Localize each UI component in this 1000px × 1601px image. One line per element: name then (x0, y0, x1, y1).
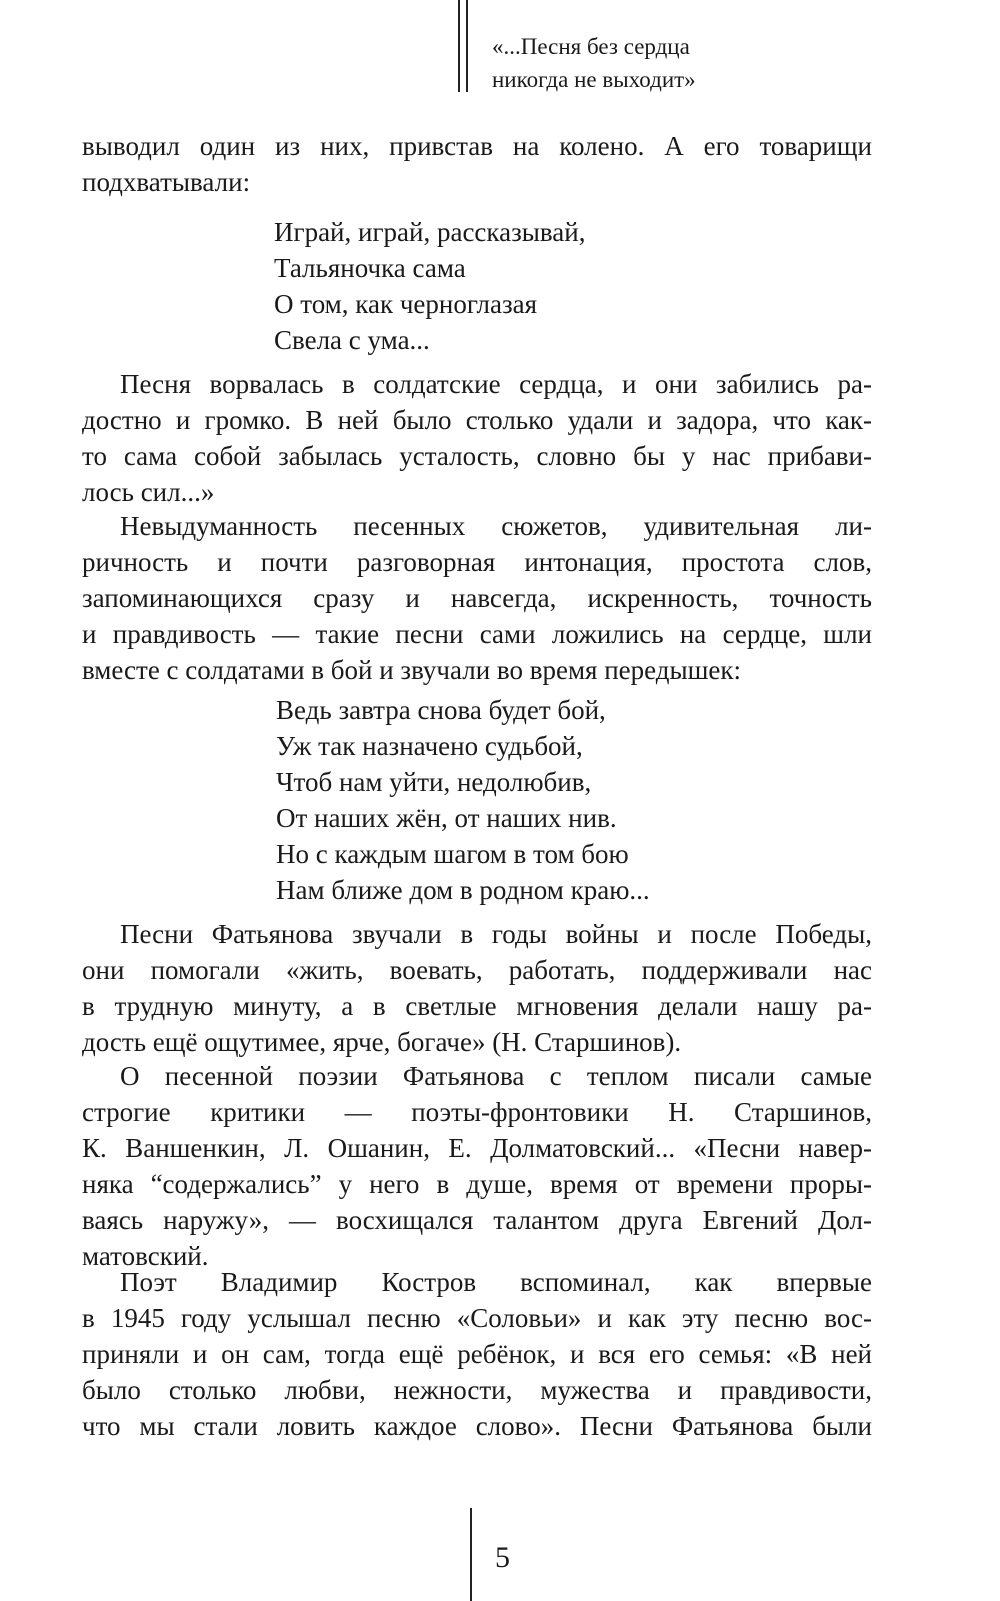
header-rule-left (458, 0, 460, 92)
text-line: запоминающихся сразу и навсегда, искренность, точность (82, 583, 872, 613)
text-line: что мы стали ловить каждое слово». Песни Фатьянова были (82, 1411, 872, 1441)
text-line: няка “содержались” у него в душе, время от времени проры- (82, 1169, 872, 1199)
header-rule-right (466, 0, 468, 92)
paragraph-5 (82, 1264, 872, 1444)
text-line: строгие критики — поэты-фронтовики Н. Старшинов, (82, 1097, 872, 1127)
verse-line: Уж так назначено судьбой, (276, 731, 583, 761)
text-line: лось сил...» (82, 477, 215, 507)
page-number: 5 (495, 1541, 510, 1574)
running-header-line-1: «...Песня без сердца (492, 34, 690, 59)
text-line: в 1945 году услышал песню «Соловьи» и как эту песню вос- (82, 1303, 872, 1333)
text-line: дость ещё ощутимее, ярче, богаче» (Н. Старшинов). (82, 1027, 682, 1057)
text-line: то сама собой забылась усталость, словно бы у нас прибави- (82, 441, 872, 471)
text-line: в трудную минуту, а в светлые мгновения делали нашу ра- (82, 991, 872, 1021)
verse-line: Нам ближе дом в родном краю... (276, 875, 650, 905)
verse-line: Но с каждым шагом в том бою (276, 839, 629, 869)
verse-line: От наших жён, от наших нив. (276, 803, 617, 833)
text-line: было столько любви, нежности, мужества и правдивости, (82, 1375, 872, 1405)
verse-line: Ведь завтра снова будет бой, (276, 695, 606, 725)
text-line: достно и громко. В ней было столько удали и задора, что как- (82, 405, 872, 435)
text-line: ваясь наружу», — восхищался талантом друга Евгений Дол- (82, 1205, 872, 1235)
text-line: вместе с солдатами в бой и звучали во время передышек: (82, 655, 742, 685)
paragraph-3 (82, 916, 872, 1060)
text-line: Поэт Владимир Костров вспоминал, как впервые (120, 1267, 872, 1297)
text-line: матовский. (82, 1241, 209, 1271)
verse-line: Тальяночка сама (274, 253, 466, 283)
text-line: ричность и почти разговорная интонация, простота слов, (82, 547, 872, 577)
footer-rule (470, 1508, 472, 1601)
verse-line: О том, как черноглазая (274, 289, 538, 319)
verse-line: Играй, играй, рассказывай, (274, 217, 586, 247)
verse-stanza-2 (276, 692, 650, 908)
paragraph-continuation (82, 128, 872, 200)
paragraph-2 (82, 508, 872, 688)
paragraph-1 (82, 366, 872, 510)
running-header-line-2: никогда не выходит» (492, 67, 696, 92)
text-line: подхватывали: (82, 167, 251, 197)
running-header (492, 30, 696, 96)
text-line: и правдивость — такие песни сами ложились на сердце, шли (82, 619, 872, 649)
verse-stanza-1 (274, 214, 586, 358)
text-line: О песенной поэзии Фатьянова с теплом писали самые (120, 1061, 872, 1091)
text-line: Песни Фатьянова звучали в годы войны и после Победы, (120, 919, 872, 949)
text-line: они помогали «жить, воевать, работать, поддерживали нас (82, 955, 872, 985)
text-line: приняли и он сам, тогда ещё ребёнок, и вся его семья: «В ней (82, 1339, 872, 1369)
verse-line: Свела с ума... (274, 325, 430, 355)
text-line: К. Ваншенкин, Л. Ошанин, Е. Долматовский... «Песни навер- (82, 1133, 872, 1163)
text-line: выводил один из них, привстав на колено. А его товарищи (82, 131, 872, 161)
text-line: Песня ворвалась в солдатские сердца, и они забились ра- (120, 369, 872, 399)
text-line: Невыдуманность песенных сюжетов, удивительная ли- (120, 511, 872, 541)
verse-line: Чтоб нам уйти, недолюбив, (276, 767, 592, 797)
paragraph-4 (82, 1058, 872, 1274)
